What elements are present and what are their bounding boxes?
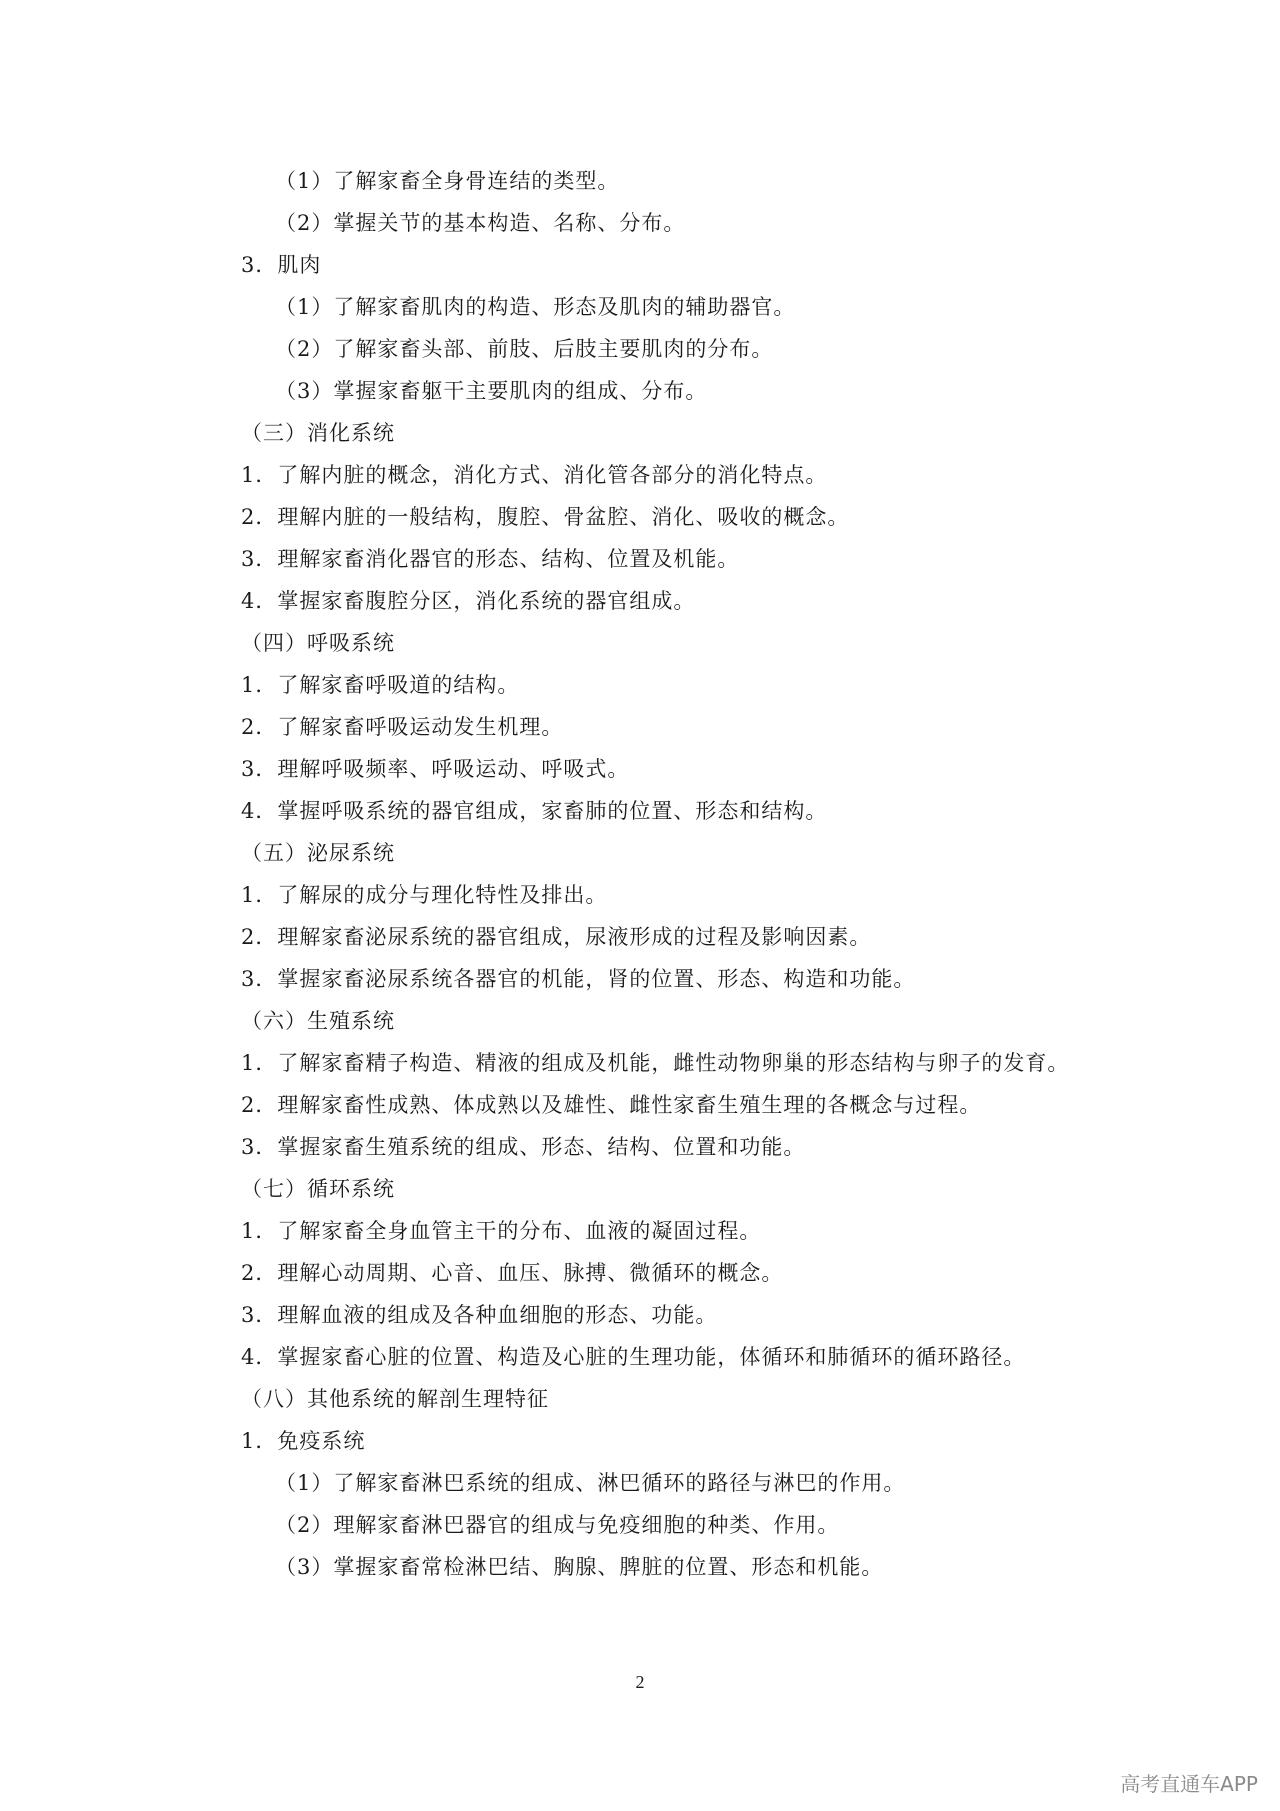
page-number: 2 [635,1672,645,1692]
list-item: 1．了解家畜全身血管主干的分布、血液的凝固过程。 [241,1219,762,1243]
list-item: 4．掌握家畜腹腔分区，消化系统的器官组成。 [241,589,696,613]
list-item: 3．理解血液的组成及各种血细胞的形态、功能。 [241,1303,718,1327]
list-item: （2）掌握关节的基本构造、名称、分布。 [275,211,686,235]
list-item: 3．理解呼吸频率、呼吸运动、呼吸式。 [241,757,630,781]
watermark: 高考直通车APP [1120,1772,1258,1796]
list-item: 2．理解家畜性成熟、体成熟以及雄性、雌性家畜生殖生理的各概念与过程。 [241,1093,982,1117]
subsection-heading: 3．肌肉 [241,253,322,277]
list-item: 3．掌握家畜生殖系统的组成、形态、结构、位置和功能。 [241,1135,806,1159]
list-item: （2）了解家畜头部、前肢、后肢主要肌肉的分布。 [275,337,774,361]
section-heading: （三）消化系统 [241,421,395,445]
list-item: 2．了解家畜呼吸运动发生机理。 [241,715,564,739]
list-item: 2．理解心动周期、心音、血压、脉搏、微循环的概念。 [241,1261,784,1285]
list-item: 3．掌握家畜泌尿系统各器官的机能，肾的位置、形态、构造和功能。 [241,967,916,991]
list-item: （3）掌握家畜常检淋巴结、胸腺、脾脏的位置、形态和机能。 [275,1555,884,1579]
list-item: （1）了解家畜肌肉的构造、形态及肌肉的辅助器官。 [275,295,796,319]
section-heading: （七）循环系统 [241,1177,395,1201]
section-heading: （六）生殖系统 [241,1009,395,1033]
list-item: 2．理解家畜泌尿系统的器官组成，尿液形成的过程及影响因素。 [241,925,872,949]
list-item: 1．了解内脏的概念，消化方式、消化管各部分的消化特点。 [241,463,828,487]
list-item: （3）掌握家畜躯干主要肌肉的组成、分布。 [275,379,708,403]
list-item: 2．理解内脏的一般结构，腹腔、骨盆腔、消化、吸收的概念。 [241,505,850,529]
list-item: 1．了解家畜呼吸道的结构。 [241,673,520,697]
section-heading: （五）泌尿系统 [241,841,395,865]
list-item: （2）理解家畜淋巴器官的组成与免疫细胞的种类、作用。 [275,1513,840,1537]
body-text [241,160,1111,1588]
section-heading: （四）呼吸系统 [241,631,395,655]
list-item: 3．理解家畜消化器官的形态、结构、位置及机能。 [241,547,740,571]
list-item: 4．掌握呼吸系统的器官组成，家畜肺的位置、形态和结构。 [241,799,828,823]
list-item: 4．掌握家畜心脏的位置、构造及心脏的生理功能，体循环和肺循环的循环路径。 [241,1345,1026,1369]
list-item: 1．了解尿的成分与理化特性及排出。 [241,883,608,907]
list-item: 1．了解家畜精子构造、精液的组成及机能，雌性动物卵巢的形态结构与卵子的发育。 [241,1051,1070,1075]
subsection-heading: 1．免疫系统 [241,1429,366,1453]
list-item: （1）了解家畜淋巴系统的组成、淋巴循环的路径与淋巴的作用。 [275,1471,906,1495]
section-heading: （八）其他系统的解剖生理特征 [241,1387,549,1411]
list-item: （1）了解家畜全身骨连结的类型。 [275,169,620,193]
